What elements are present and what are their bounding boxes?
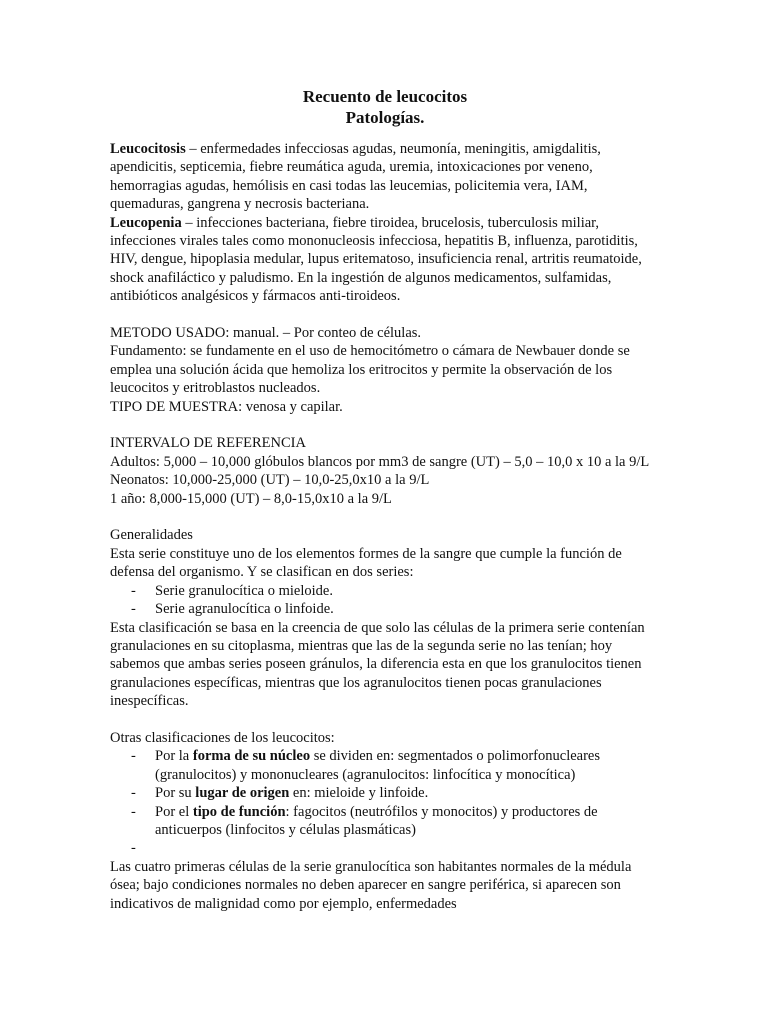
intervalo-neonatos: Neonatos: 10,000-25,000 (UT) – 10,0-25,0x10 a la 9/L: [110, 472, 430, 489]
spacer: [110, 306, 660, 324]
spacer: [110, 508, 660, 526]
list-item-text: : fagocitos (neutrófilos y monocitos) y productores de anticuerpos (linfocitos y células plasmáticas): [155, 803, 598, 838]
leucopenia-term: Leucopenia: [110, 214, 182, 231]
list-item-text: en: mieloide y linfoide.: [289, 785, 429, 802]
leucocitosis-paragraph: [110, 140, 660, 214]
list-item-text: Por su: [155, 785, 196, 802]
list-item-bold: tipo de función: [192, 803, 286, 820]
document-title: Recuento de leucocitos: [302, 87, 468, 106]
document-page: [110, 86, 660, 913]
dash-bullet: -: [131, 748, 136, 765]
list-item-bold: lugar de origen: [195, 785, 290, 802]
title-block: [110, 86, 660, 128]
dash-bullet: -: [131, 840, 136, 857]
leucopenia-text: – infecciones bacteriana, fiebre tiroidea, brucelosis, tuberculosis miliar, infecciones virales tales como mononucleosis infecciosa, hepatitis B, influenza, parotiditis, HIV, dengue, hipoplasia medular, lupus eritematoso, insuficiencia renal, artritis reumatoide, shock anafiláctico y paludismo. En la ingestión de algunos medicamentos, sulfamidas, antibióticos analgésicos y fármacos anti-tiroideos.: [110, 214, 642, 305]
generalidades-body: Esta clasificación se basa en la creencia de que solo las células de la primera serie contenían granulaciones en su citoplasma, mientras que las de la segunda serie no las tenían; hoy sabemos que ambas series poseen gránulos, la diferencia esta en que los granulocitos tienen granulaciones específicas, mientras que los agranulocitos tienen pocas granulaciones inespecíficas.: [110, 619, 645, 710]
dash-bullet: -: [131, 601, 136, 618]
dash-bullet: -: [131, 803, 136, 820]
list-item: [110, 600, 660, 618]
fundamento-paragraph: Fundamento: se fundamente en el uso de hemocitómetro o cámara de Newbauer donde se emplea una solución ácida que hemoliza los eritrocitos y permite la observación de los leucocitos y eritroblastos nucleados.: [110, 343, 630, 397]
list-item-text: Serie granulocítica o mieloide.: [155, 582, 333, 599]
tipo-muestra-line: TIPO DE MUESTRA: venosa y capilar.: [110, 398, 343, 415]
list-item: [110, 839, 660, 857]
generalidades-intro: Esta serie constituye uno de los elementos formes de la sangre que cumple la función de defensa del organismo. Y se clasifican en dos series:: [110, 545, 622, 581]
list-item-text: Por la: [155, 748, 193, 765]
leucocitosis-term: Leucocitosis: [110, 141, 186, 157]
clasificaciones-list: [110, 747, 660, 857]
leucopenia-paragraph: [110, 214, 660, 306]
list-item: [110, 582, 660, 600]
list-item-text: se dividen en: segmentados o polimorfonucleares (granulocitos) y mononucleares (agranulocitos: linfocítica y monocítica): [155, 748, 601, 783]
dash-bullet: -: [131, 785, 136, 802]
generalidades-heading: Generalidades: [110, 527, 193, 544]
list-item-bold: forma de su núcleo: [192, 748, 311, 765]
intervalo-adultos: Adultos: 5,000 – 10,000 glóbulos blancos por mm3 de sangre (UT) – 5,0 – 10,0 x 10 a la 9/L: [110, 453, 650, 470]
dash-bullet: -: [131, 582, 136, 599]
leucocitosis-text: – enfermedades infecciosas agudas, neumonía, meningitis, amigdalitis, apendicitis, septicemia, fiebre reumática aguda, uremia, intoxicaciones por veneno, hemorragias agudas, hemólisis en casi todas las leucemias, policitemia vera, IAM, quemaduras, gangrena y necrosis bacteriana.: [110, 141, 601, 213]
list-item-text: Por el: [155, 803, 193, 820]
document-subtitle: Patologías.: [345, 108, 425, 127]
spacer: [110, 416, 660, 434]
cierre-paragraph: Las cuatro primeras células de la serie granulocítica son habitantes normales de la médula ósea; bajo condiciones normales no deben aparecer en sangre periférica, si aparecen son indicativos de malignidad como por ejemplo, enfermedades: [110, 858, 632, 912]
list-item: [110, 784, 660, 802]
metodo-line: METODO USADO: manual. – Por conteo de células.: [110, 325, 422, 342]
list-item: [110, 803, 660, 840]
list-item-text: Serie agranulocítica o linfoide.: [155, 601, 334, 618]
otras-heading: Otras clasificaciones de los leucocitos:: [110, 729, 335, 746]
series-list: [110, 582, 660, 619]
intervalo-un-anio: 1 año: 8,000-15,000 (UT) – 8,0-15,0x10 a la 9/L: [110, 490, 392, 507]
list-item: [110, 747, 660, 784]
intervalo-heading: INTERVALO DE REFERENCIA: [110, 435, 306, 452]
spacer: [110, 711, 660, 729]
